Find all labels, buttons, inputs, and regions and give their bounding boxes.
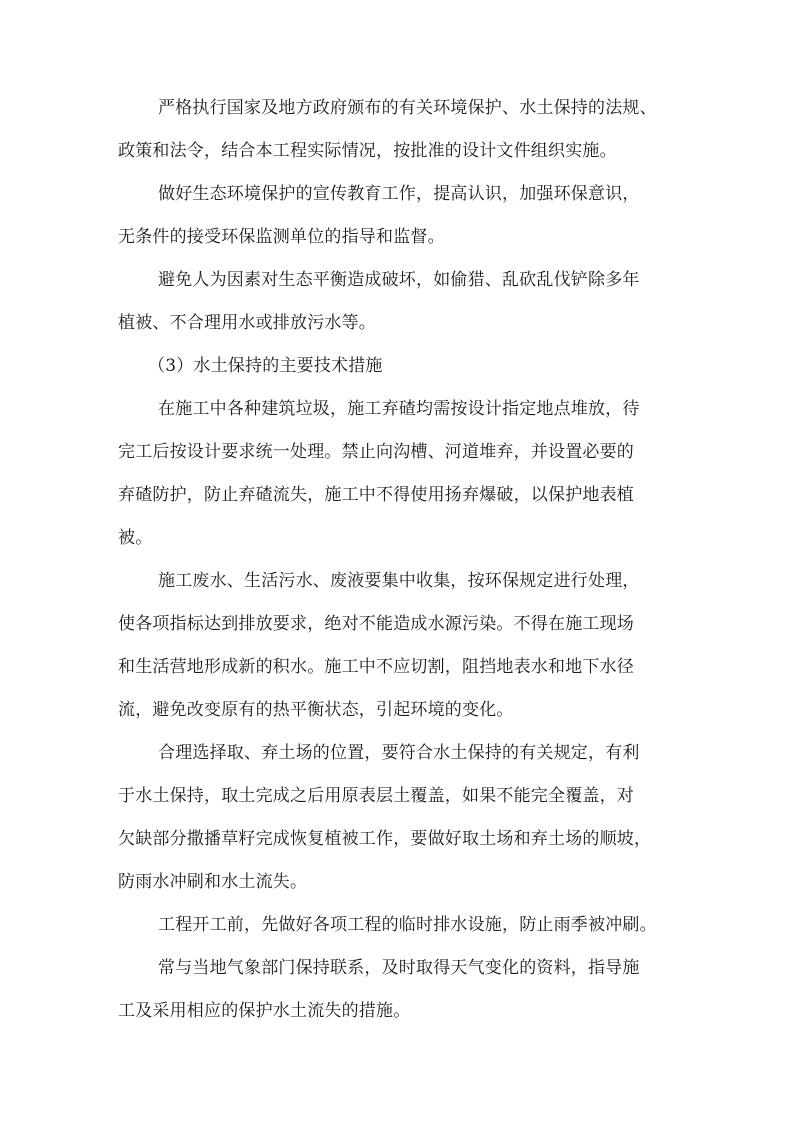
text-line: 常与当地气象部门保持联系，及时取得天气变化的资料，指导施 bbox=[158, 958, 640, 978]
section-heading: （3）水土保持的主要技术措施 bbox=[148, 356, 383, 376]
text-line: 被。 bbox=[118, 528, 153, 548]
text-line: 弃碴防护，防止弃碴流失，施工中不得使用扬弃爆破，以保护地表植 bbox=[118, 485, 634, 505]
text-line: 植被、不合理用水或排放污水等。 bbox=[118, 313, 376, 333]
text-line: 完工后按设计要求统一处理。禁止向沟槽、河道堆弃，并设置必要的 bbox=[118, 442, 634, 462]
text-line: 欠缺部分撒播草籽完成恢复植被工作，要做好取土场和弃土场的顺坡， bbox=[118, 829, 652, 849]
text-line: 做好生态环境保护的宣传教育工作，提高认识，加强环保意识， bbox=[158, 184, 640, 204]
text-line: 工及采用相应的保护水土流失的措施。 bbox=[118, 1001, 411, 1021]
text-line: 和生活营地形成新的积水。施工中不应切割，阻挡地表水和地下水径 bbox=[118, 657, 634, 677]
text-line: 政策和法令，结合本工程实际情况，按批准的设计文件组织实施。 bbox=[118, 141, 617, 161]
text-line: 使各项指标达到排放要求，绝对不能造成水源污染。不得在施工现场 bbox=[118, 614, 634, 634]
text-line: 工程开工前，先做好各项工程的临时排水设施，防止雨季被冲刷。 bbox=[158, 915, 657, 935]
text-line: 流，避免改变原有的热平衡状态，引起环境的变化。 bbox=[118, 700, 514, 720]
text-line: 于水土保持，取土完成之后用原表层土覆盖，如果不能完全覆盖，对 bbox=[118, 786, 634, 806]
text-line: 在施工中各种建筑垃圾，施工弃碴均需按设计指定地点堆放，待 bbox=[158, 399, 640, 419]
text-line: 严格执行国家及地方政府颁布的有关环境保护、水土保持的法规、 bbox=[158, 98, 657, 118]
text-line: 合理选择取、弃土场的位置，要符合水土保持的有关规定，有利 bbox=[158, 743, 640, 763]
text-line: 无条件的接受环保监测单位的指导和监督。 bbox=[118, 227, 445, 247]
text-line: 防雨水冲刷和水土流失。 bbox=[118, 872, 308, 892]
text-line: 避免人为因素对生态平衡造成破坏，如偷猎、乱砍乱伐铲除多年 bbox=[158, 270, 640, 290]
text-line: 施工废水、生活污水、废液要集中收集，按环保规定进行处理， bbox=[158, 571, 640, 591]
